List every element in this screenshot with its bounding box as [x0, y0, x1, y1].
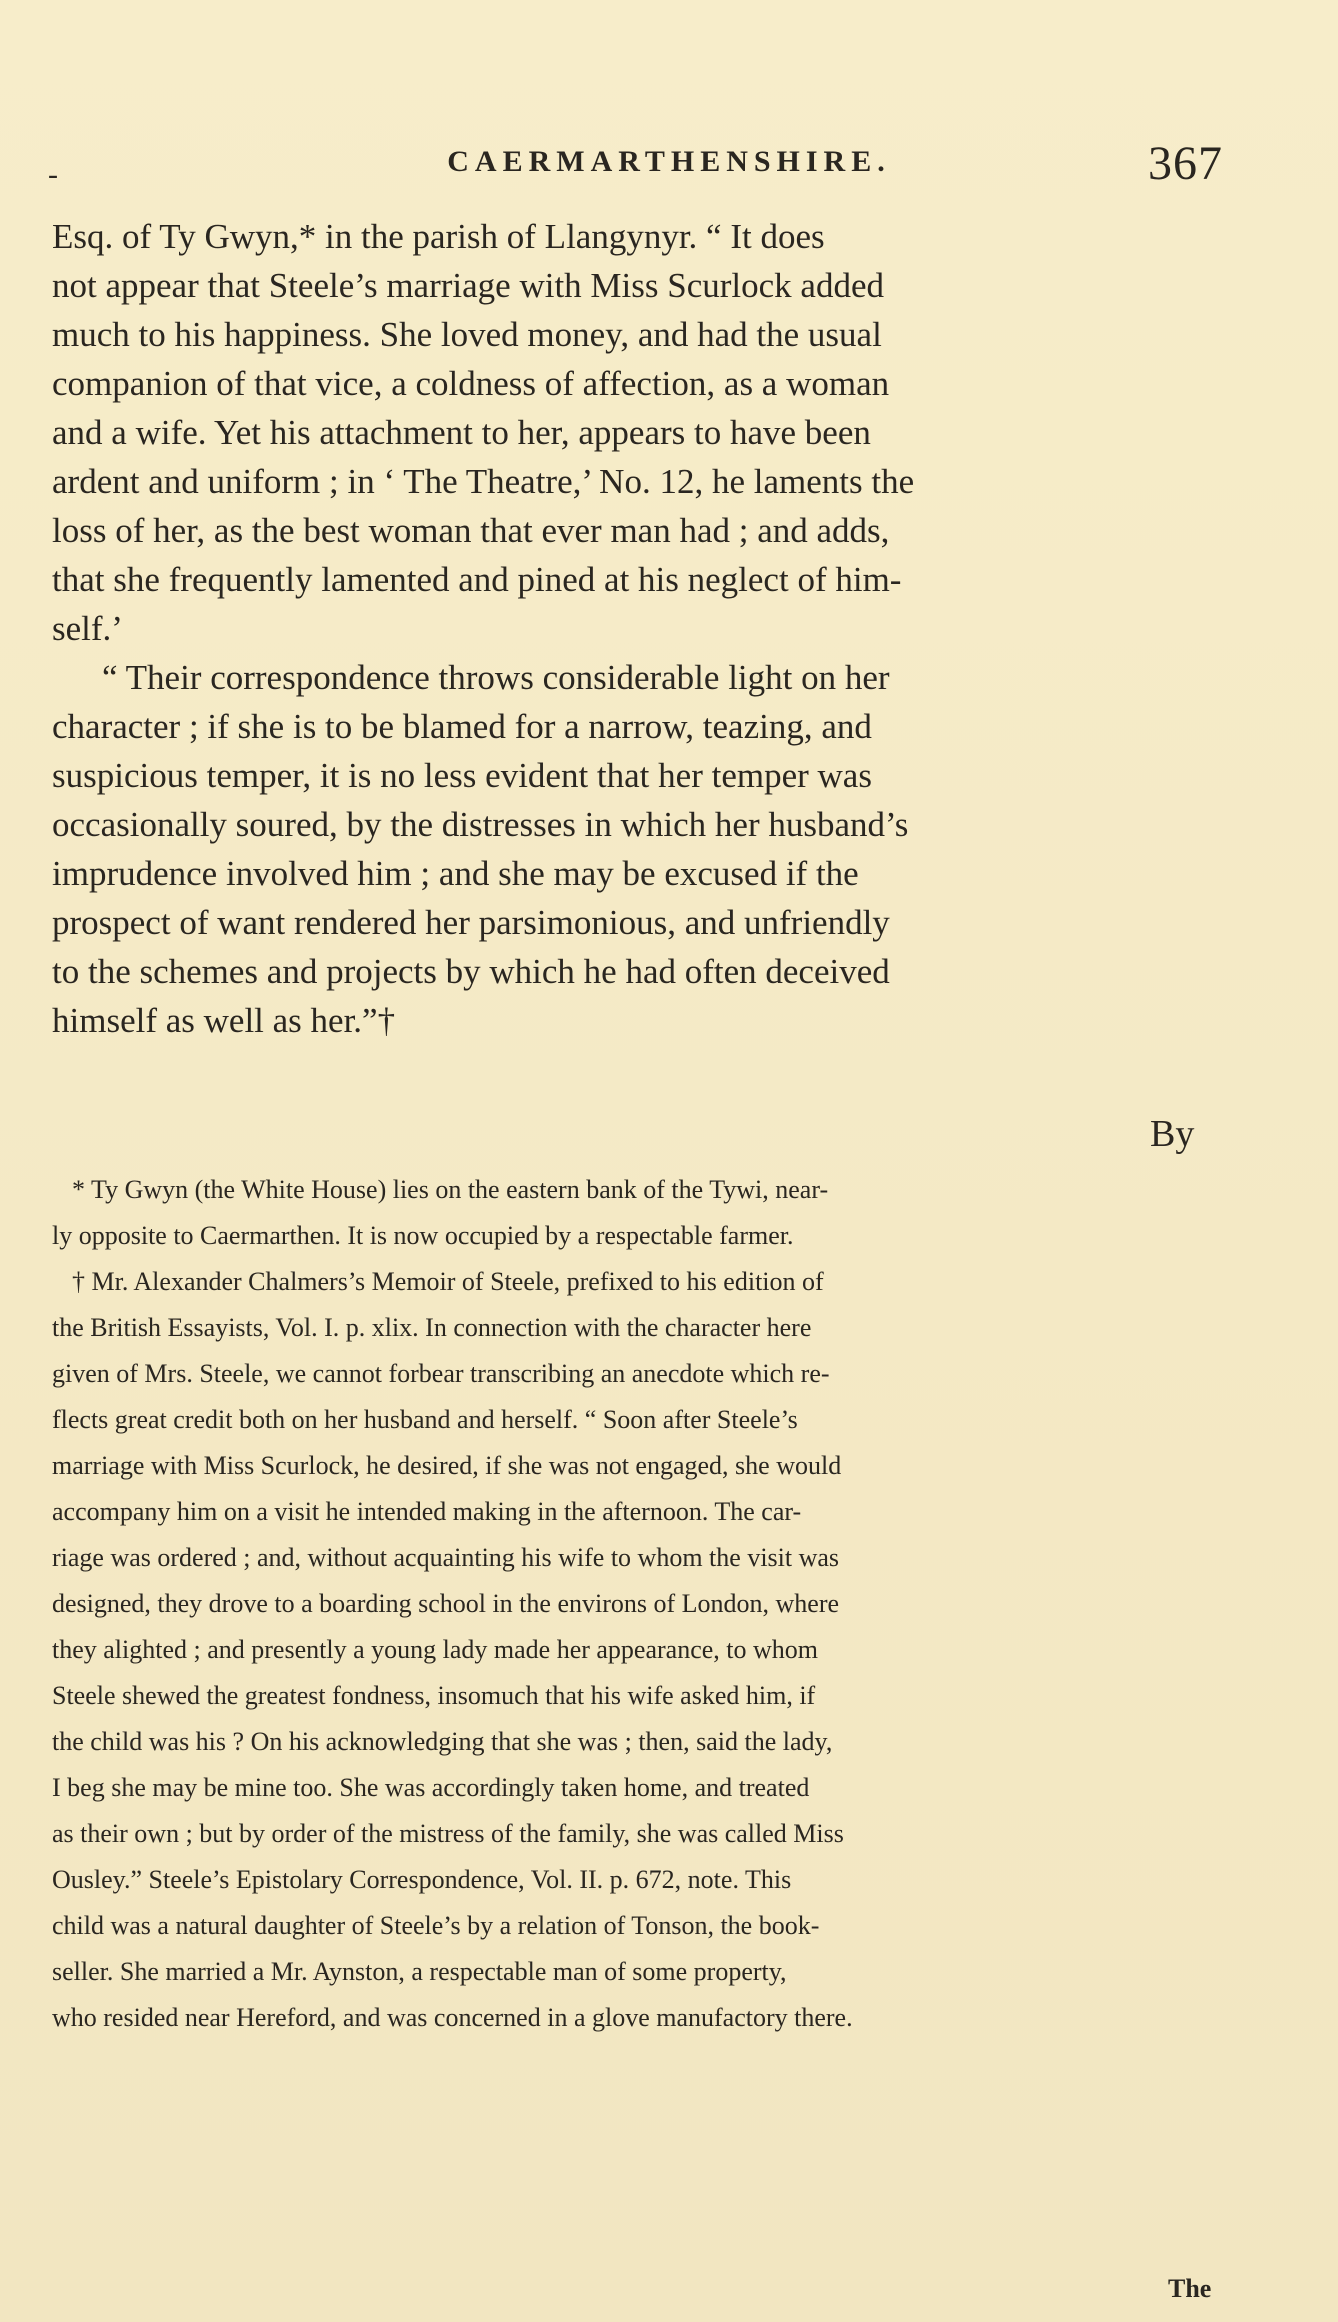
footnote-line: given of Mrs. Steele, we cannot forbear transcribing an anecdote which re-	[52, 1359, 830, 1388]
body-line: and a wife. Yet his attachment to her, appears to have been	[52, 413, 871, 452]
body-line: suspicious temper, it is no less evident that her temper was	[52, 756, 872, 795]
footnote-line: the child was his ? On his acknowledging that she was ; then, said the lady,	[52, 1727, 833, 1756]
footnote-line: seller. She married a Mr. Aynston, a respectable man of some property,	[52, 1957, 787, 1986]
body-line: loss of her, as the best woman that ever man had ; and adds,	[52, 511, 890, 550]
body-line: to the schemes and projects by which he had often deceived	[52, 952, 890, 991]
header-dash: -	[48, 158, 58, 191]
body-line: companion of that vice, a coldness of affection, as a woman	[52, 364, 890, 403]
footnote-line: † Mr. Alexander Chalmers’s Memoir of Steele, prefixed to his edition of	[72, 1267, 824, 1296]
catchword: By	[1150, 1113, 1195, 1155]
footnote-line: designed, they drove to a boarding school in the environs of London, where	[52, 1589, 840, 1618]
body-line: not appear that Steele’s marriage with Miss Scurlock added	[52, 266, 884, 305]
body-line: ardent and uniform ; in ‘ The Theatre,’ No. 12, he laments the	[52, 462, 915, 501]
footnote-line: ly opposite to Caermarthen. It is now occupied by a respectable farmer.	[52, 1221, 794, 1250]
body-line: that she frequently lamented and pined at his neglect of him-	[52, 560, 902, 599]
footnote-line: they alighted ; and presently a young lady made her appearance, to whom	[52, 1635, 819, 1664]
footnote-catchword: The	[1168, 2274, 1212, 2303]
page-number: 367	[1148, 137, 1223, 190]
footnote-line: who resided near Hereford, and was concerned in a glove manufactory there.	[52, 2003, 853, 2032]
footnote-line: marriage with Miss Scurlock, he desired, if she was not engaged, she would	[52, 1451, 842, 1480]
footnote-line: as their own ; but by order of the mistress of the family, she was called Miss	[52, 1819, 844, 1848]
footnote-line: Ousley.” Steele’s Epistolary Correspondence, Vol. II. p. 672, note. This	[52, 1865, 792, 1894]
body-line: character ; if she is to be blamed for a narrow, teazing, and	[52, 707, 872, 746]
footnote-line: the British Essayists, Vol. I. p. xlix. In connection with the character here	[52, 1313, 812, 1342]
footnote-line: accompany him on a visit he intended making in the afternoon. The car-	[52, 1497, 802, 1526]
body-line: imprudence involved him ; and she may be excused if the	[52, 854, 859, 893]
footnotes	[52, 1167, 1212, 2041]
body-line: self.’	[52, 609, 123, 648]
body-line: himself as well as her.”†	[52, 1001, 396, 1040]
footnote-line: child was a natural daughter of Steele’s by a relation of Tonson, the book-	[52, 1911, 820, 1940]
running-head: CAERMARTHENSHIRE.	[447, 145, 891, 178]
footnote-line: riage was ordered ; and, without acquainting his wife to whom the visit was	[52, 1543, 840, 1572]
body-line: Esq. of Ty Gwyn,* in the parish of Llangynyr. “ It does	[52, 217, 825, 256]
footnote-line: Steele shewed the greatest fondness, insomuch that his wife asked him, if	[52, 1681, 816, 1710]
body-text	[52, 212, 1212, 1045]
body-line: “ Their correspondence throws considerable light on her	[102, 658, 890, 697]
footnote-line: flects great credit both on her husband and herself. “ Soon after Steele’s	[52, 1405, 798, 1434]
body-line: occasionally soured, by the distresses in which her husband’s	[52, 805, 909, 844]
body-line: prospect of want rendered her parsimonious, and unfriendly	[52, 903, 890, 942]
footnote-line: * Ty Gwyn (the White House) lies on the eastern bank of the Tywi, near-	[72, 1175, 829, 1204]
footnote-line: I beg she may be mine too. She was accordingly taken home, and treated	[52, 1773, 810, 1802]
body-line: much to his happiness. She loved money, and had the usual	[52, 315, 882, 354]
